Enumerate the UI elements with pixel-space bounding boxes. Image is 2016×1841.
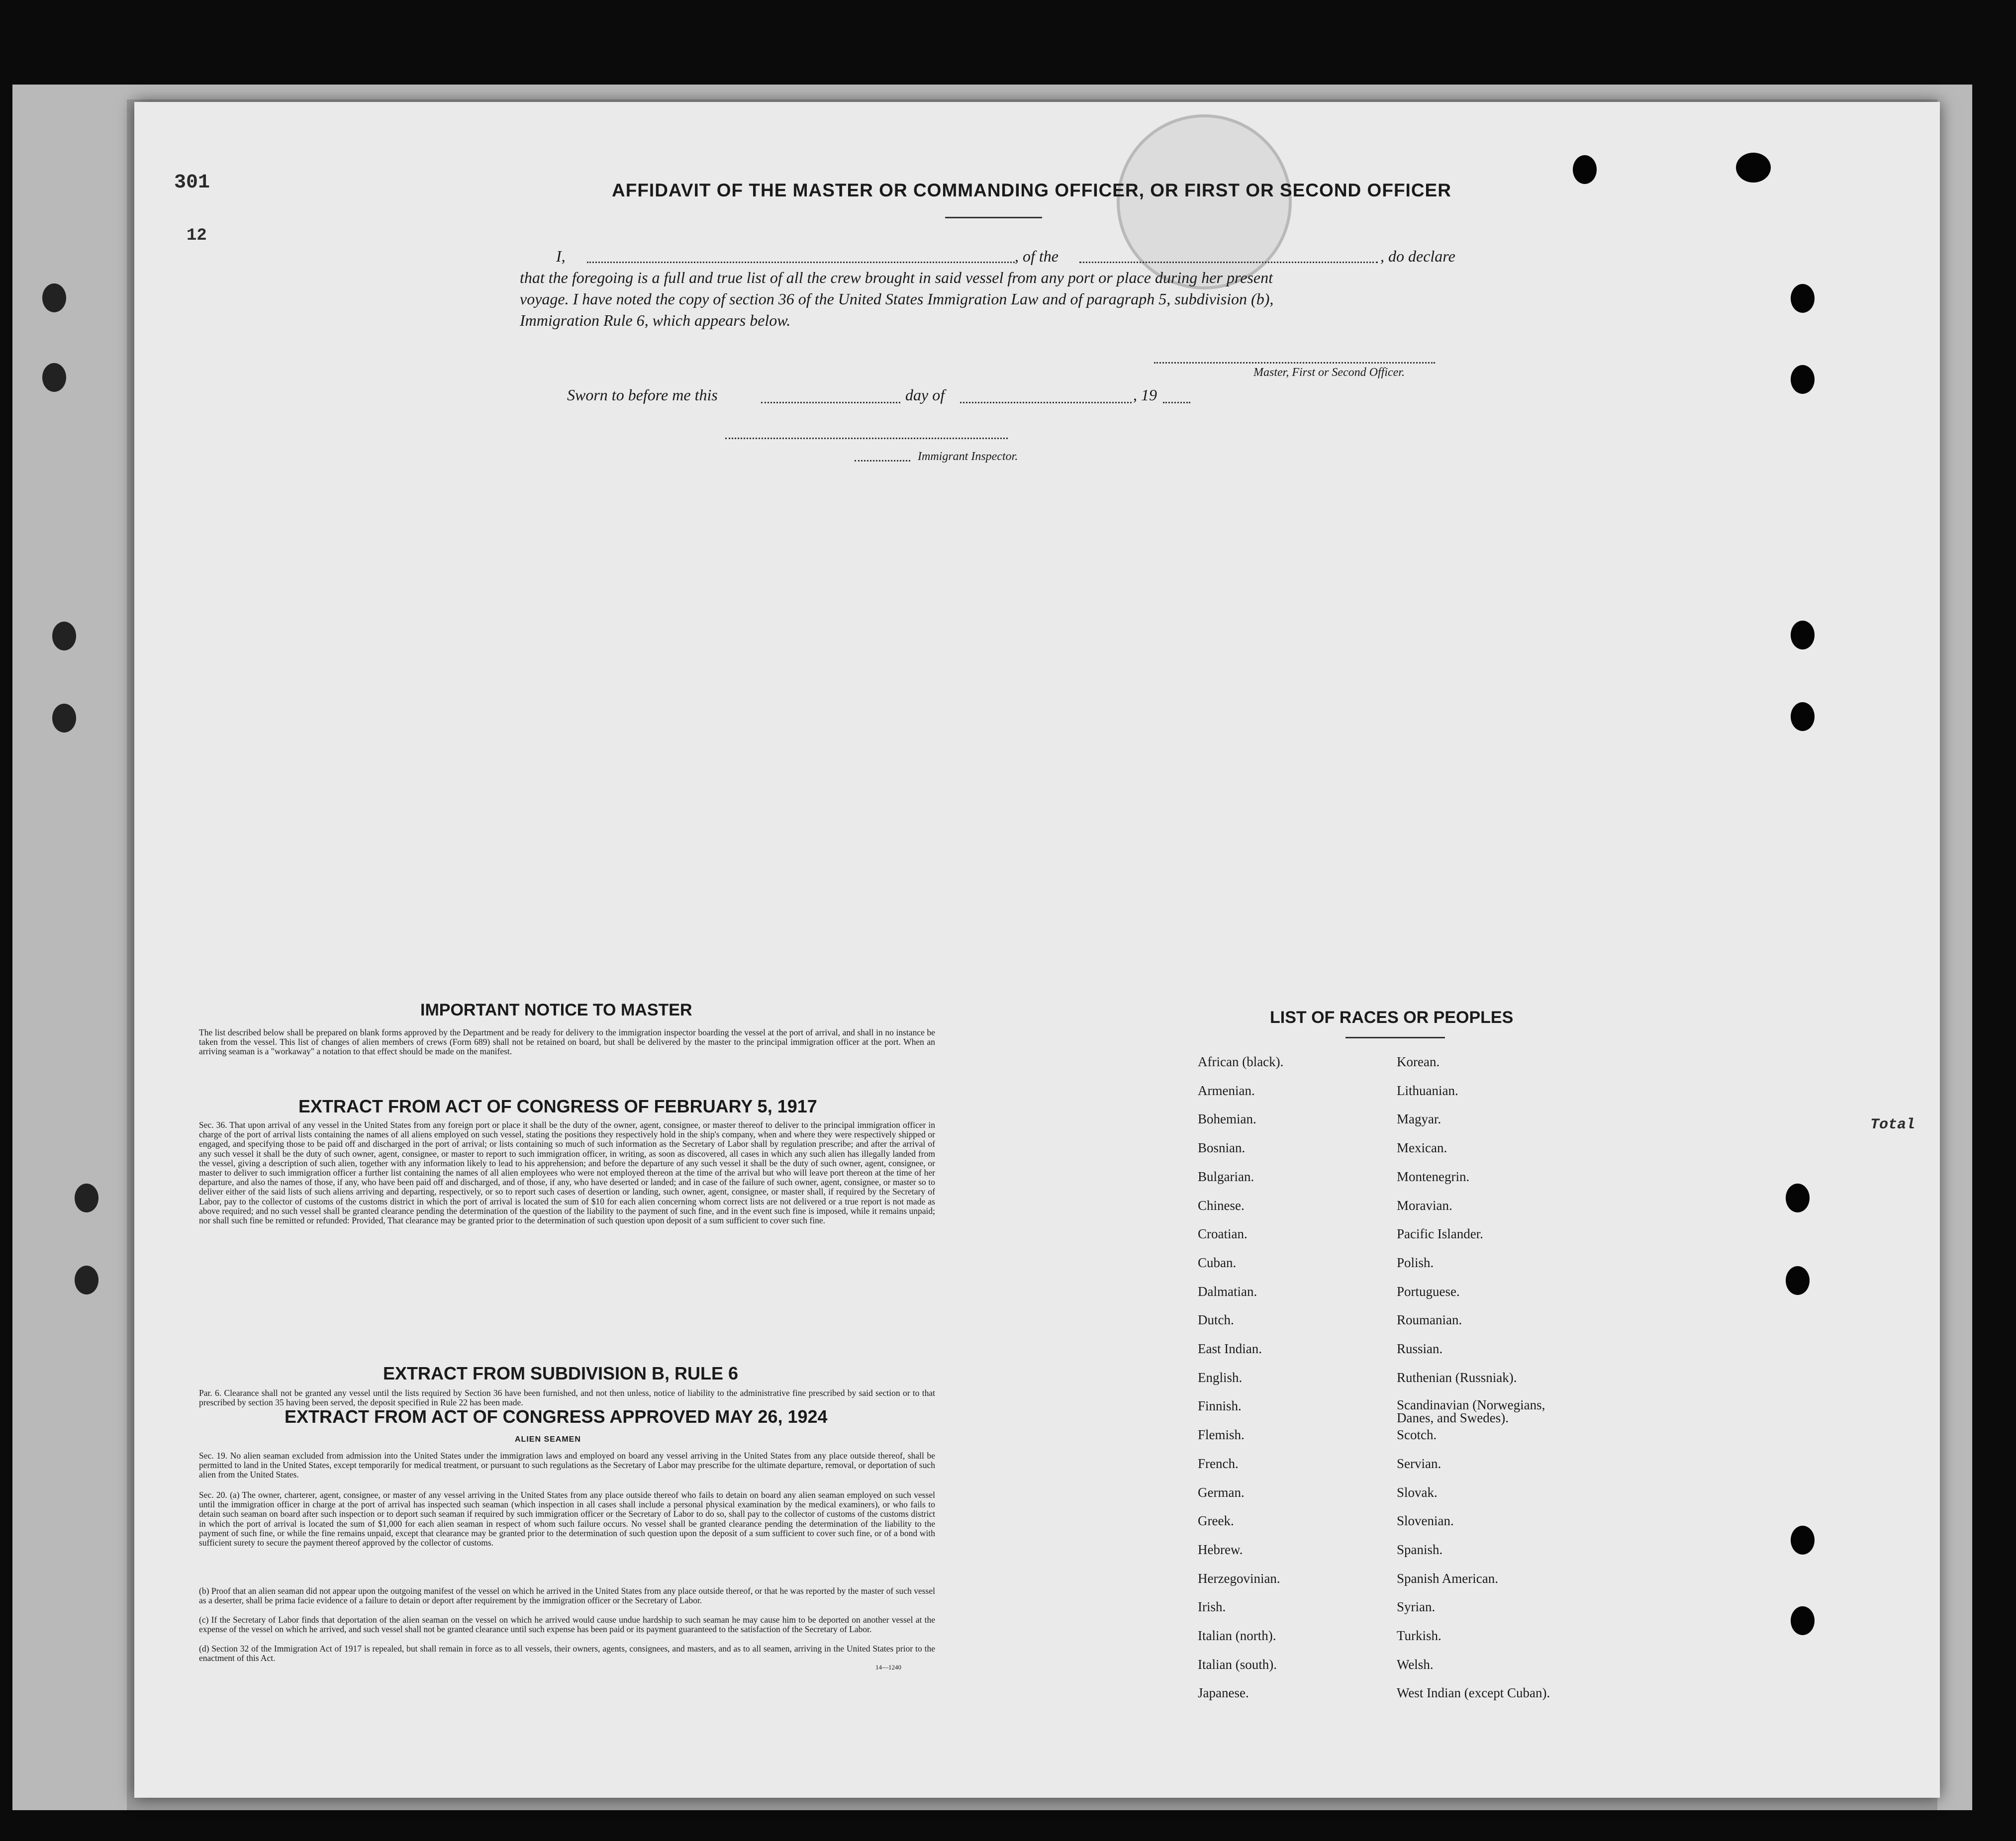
races-title: LIST OF RACES OR PEOPLES (1270, 1008, 1514, 1027)
form-number: 14—1240 (875, 1663, 901, 1671)
races-rule (1345, 1037, 1445, 1038)
binder-hole (1791, 1606, 1815, 1635)
race-item: Servian. (1397, 1456, 1441, 1471)
inspector-label: Immigrant Inspector. (918, 450, 1018, 463)
race-item: Flemish. (1198, 1427, 1245, 1443)
binder-hole (1791, 621, 1815, 649)
binder-hole (42, 363, 66, 392)
race-item: Pacific Islander. (1397, 1226, 1483, 1242)
binder-hole (1791, 284, 1815, 313)
binder-hole (1786, 1184, 1810, 1212)
sworn-day-of: day of (905, 386, 945, 404)
vessel-blank (1079, 249, 1378, 263)
master-signature-line (1154, 353, 1435, 364)
binder-hole (1791, 702, 1815, 731)
extract-1917-title: EXTRACT FROM ACT OF CONGRESS OF FEBRUARY 5, 1917 (298, 1096, 817, 1116)
race-item: Spanish. (1397, 1542, 1443, 1557)
race-item: African (black). (1198, 1054, 1284, 1069)
extract-1924-subtitle: ALIEN SEAMEN (515, 1435, 581, 1444)
master-signature-label: Master, First or Second Officer. (1253, 366, 1405, 379)
inspector-signature-line (725, 432, 1008, 439)
race-item: Turkish. (1397, 1628, 1441, 1643)
affidavit-of-the: , of the (1015, 247, 1058, 265)
race-item: Moravian. (1397, 1197, 1452, 1213)
race-item: Syrian. (1397, 1599, 1436, 1615)
race-item: Montenegrin. (1397, 1169, 1470, 1184)
binder-hole (52, 622, 76, 650)
race-item: Magyar. (1397, 1111, 1441, 1127)
race-item: Croatian. (1198, 1226, 1248, 1242)
inspector-signature-short (855, 454, 910, 461)
race-item: Irish. (1198, 1599, 1226, 1615)
race-item: Japanese. (1198, 1685, 1249, 1701)
race-item: Hebrew. (1198, 1542, 1243, 1557)
race-item: Bulgarian. (1198, 1169, 1254, 1184)
race-item: Greek. (1198, 1513, 1234, 1529)
notice-text: The list described below shall be prepared on blank forms approved by the Department and be ready for delivery to the immigration inspector boarding the vessel at the port of arrival, and shall in no instance be taken from the vessel. This list of changes of alien members of crews (Form 689) shall not be retained on board, but shall be delivered by the master to the principal immigration officer at the port. When an arriving seaman is a "workaway" a notation to that effect should be made on the manifest. (199, 1027, 935, 1057)
race-item: French. (1198, 1456, 1239, 1471)
affidavit-line-2: that the foregoing is a full and true list of all the crew brought in said vessel from any port or place during her present (520, 269, 1273, 286)
race-item: Portuguese. (1397, 1284, 1460, 1299)
race-item: Russian. (1397, 1341, 1443, 1356)
race-item: Welsh. (1397, 1657, 1434, 1672)
affidavit-i: I, (556, 247, 566, 265)
race-item: Finnish. (1198, 1398, 1242, 1414)
race-item: Slovenian. (1397, 1513, 1454, 1529)
race-item: West Indian (except Cuban). (1397, 1685, 1550, 1701)
sworn-day-blank (761, 389, 900, 403)
race-item: Mexican. (1397, 1140, 1447, 1156)
race-item: Armenian. (1198, 1083, 1255, 1098)
race-item: Lithuanian. (1397, 1083, 1458, 1098)
race-item: Italian (south). (1198, 1657, 1277, 1672)
faded-stamp (1117, 114, 1292, 289)
sec-20b-text: (b) Proof that an alien seaman did not appear upon the outgoing manifest of the vessel on which he arrived in the United States from any place outside thereof, or that he was reported by the master of such vessel as a deserter, shall be prima facie evidence of a failure to detain or deport after requirement by the immigration officer or the Secretary of Labor. (199, 1586, 935, 1606)
binder-hole (1791, 365, 1815, 394)
binder-hole (1573, 155, 1597, 184)
race-item: German. (1198, 1484, 1245, 1500)
binder-hole (1786, 1266, 1810, 1295)
race-item: Roumanian. (1397, 1312, 1462, 1328)
binder-hole (52, 704, 76, 733)
race-item: Spanish American. (1397, 1570, 1498, 1586)
sec-20a-text: Sec. 20. (a) The owner, charterer, agent, consignee, or master of any vessel arriving in the United States from any place outside thereof who fails to detain on board any alien seaman employed on such vessel until the immigration officer in charge at the port of arrival has inspected such seaman (which inspection in all cases shall include a personal physical examination by the medical examiners), or who fails to detain such seaman on board after such inspection or to deport such seaman if required by such immigration officer or the Secretary of Labor to do so, shall pay to the collector of customs of the customs district in which the port of arrival is located the sum of $1,000 for each alien seaman in respect of whom such failure occurs. No vessel shall be granted clearance pending the determination of the liability to the payment of such fine, or while the fine remains unpaid, except that clearance may be granted prior to the determination of such question upon the deposit of a sum sufficient to cover such fine, or of a bond with sufficient surety to secure the payment thereof approved by the collector of customs. (199, 1490, 935, 1548)
margin-total: Total (1870, 1116, 1916, 1133)
race-item: Cuban. (1198, 1255, 1237, 1270)
extract-rule6-title: EXTRACT FROM SUBDIVISION B, RULE 6 (383, 1363, 739, 1383)
sworn-text: Sworn to before me this (567, 386, 718, 404)
margin-number-sub: 12 (187, 226, 207, 245)
title-rule (945, 217, 1042, 218)
race-item: Bohemian. (1198, 1111, 1256, 1127)
affidavit-line-3: voyage. I have noted the copy of section 36 of the United States Immigration Law and of paragraph 5, subdivision (b), (520, 290, 1274, 308)
race-item: Italian (north). (1198, 1628, 1276, 1643)
extract-rule6-text: Par. 6. Clearance shall not be granted any vessel until the lists required by Section 36 have been furnished, and not then unless, notice of liability to the administrative fine prescribed by said section or to that prescribed by section 35 having been served, the deposit specified in Rule 22 has been made. (199, 1388, 935, 1408)
extract-1917-text: Sec. 36. That upon arrival of any vessel in the United States from any foreign port or place it shall be the duty of the owner, agent, consignee, or master thereof to deliver to the principal immigration officer in charge of the port of arrival lists containing the names of all aliens employed on such vessel, stating the positions they respectively hold in the ship's company, when and where they were respectively shipped or engaged, and specifying those to be paid off and discharged in the port of arrival; or lists containing so much of such information as the Secretary of Labor shall by regulation prescribe; and after the arrival of any such vessel it shall be the duty of such owner, agent, consignee, or master to report to such immigration officer, in writing, as soon as discovered, all cases in which any such alien has illegally landed from the vessel, giving a description of such alien, together with any information likely to lead to his apprehension; and before the departure of any such vessel it shall be the duty of such owner, agent, consignee, or master to deliver to such immigration officer a further list containing the names of all alien employees who were not employed thereon at the time of the arrival but who will leave port thereon at the time of her departure, and also the names of those, if any, who have been paid off and discharged, and of those, if any, who have deserted or landed; and in case of the failure of such owner, agent, consignee, or master so to deliver either of the said lists of such aliens arriving and departing, respectively, or so to report such cases of desertion or landing, such owner, agent, consignee, or master shall, if required by the Secretary of Labor, pay to the collector of customs of the customs district in which the port of arrival is located the sum of $10 for each alien concerning whom correct lists are not delivered or a true report is not made as above required; and no such vessel shall be granted clearance pending the determination of the question of the liability to the payment of such fine, and in the event such fine is imposed, while it remains unpaid; nor shall such fine be remitted or refunded: Provided, That clearance may be granted prior to the determination of such question upon deposit of a sum sufficient to cover such fine. (199, 1120, 935, 1226)
race-item: Slovak. (1397, 1484, 1438, 1500)
notice-title: IMPORTANT NOTICE TO MASTER (420, 1001, 692, 1019)
affidavit-title: AFFIDAVIT OF THE MASTER OR COMMANDING OFFICER, OR FIRST OR SECOND OFFICER (612, 180, 1451, 200)
sworn-year-blank (1163, 389, 1190, 403)
race-item: Korean. (1397, 1054, 1440, 1069)
binder-hole (75, 1184, 98, 1212)
extract-1924-title: EXTRACT FROM ACT OF CONGRESS APPROVED MAY 26, 1924 (285, 1406, 828, 1427)
affidavit-line-4: Immigration Rule 6, which appears below. (520, 311, 791, 329)
binder-hole (42, 283, 66, 312)
binder-hole (1791, 1526, 1815, 1555)
binder-hole (75, 1266, 98, 1294)
sworn-year: , 19 (1133, 386, 1157, 404)
race-item: English. (1198, 1370, 1243, 1385)
race-item: Polish. (1397, 1255, 1434, 1270)
margin-number: 301 (174, 172, 210, 194)
race-item: Bosnian. (1198, 1140, 1246, 1156)
sworn-month-blank (960, 389, 1132, 403)
race-item: Ruthenian (Russniak). (1397, 1370, 1517, 1385)
race-item: Dalmatian. (1198, 1284, 1257, 1299)
name-blank (587, 249, 1015, 263)
race-item: Chinese. (1198, 1197, 1245, 1213)
sec-19-text: Sec. 19. No alien seaman excluded from admission into the United States under the immigration laws and employed on board any vessel arriving in the United States from any place outside thereof, shall be permitted to land in the United States, except temporarily for medical treatment, or pursuant to such regulations as the Secretary of Labor may prescribe for the ultimate departure, removal, or deportation of such alien from the United States. (199, 1451, 935, 1480)
affidavit-declare: , do declare (1380, 247, 1455, 265)
race-item: Herzegovinian. (1198, 1570, 1280, 1586)
race-item: Scotch. (1397, 1427, 1437, 1443)
race-item: Scandinavian (Norwegians, Danes, and Swedes). (1397, 1397, 1545, 1426)
binder-hole (1736, 153, 1771, 183)
sec-20d-text: (d) Section 32 of the Immigration Act of 1917 is repealed, but shall remain in force as to all vessels, their owners, agents, consignees, and masters, and as to all seamen, arriving in the United States prior to the enactment of this Act. (199, 1644, 935, 1663)
race-item: Dutch. (1198, 1312, 1234, 1328)
sec-20c-text: (c) If the Secretary of Labor finds that deportation of the alien seaman on the vessel on which he arrived would cause undue hardship to such seaman he may cause him to be deported on another vessel at the expense of the vessel on which he arrived, and such vessel shall not be granted clearance until such expense has been paid or its payment guaranteed to the satisfaction of the Secretary of Labor. (199, 1615, 935, 1635)
race-item: East Indian. (1198, 1341, 1262, 1356)
